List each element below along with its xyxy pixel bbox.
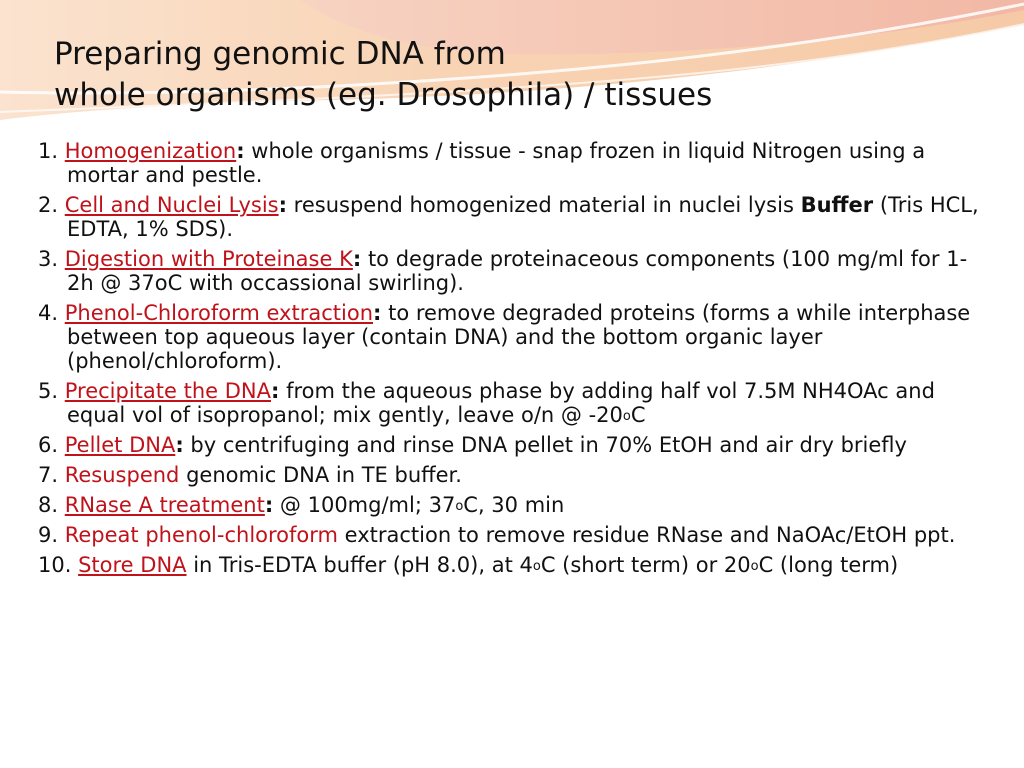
step-keyword-link[interactable]: Pellet DNA xyxy=(64,433,176,457)
step-separator: : xyxy=(236,139,245,163)
step-separator: : xyxy=(270,379,280,403)
step-text-continued: C xyxy=(630,403,646,427)
step-keyword: Resuspend xyxy=(64,463,180,487)
step-number: 9. xyxy=(38,523,59,547)
step-text: extraction to remove residue RNase and NaOAc/EtOH ppt. xyxy=(337,523,956,547)
step-8 xyxy=(38,493,988,517)
step-keyword-link[interactable]: Homogenization xyxy=(64,139,237,163)
protocol-steps-list xyxy=(38,139,988,583)
step-keyword-link[interactable]: Digestion with Proteinase K xyxy=(64,247,353,271)
step-separator: : xyxy=(175,433,184,457)
step-number: 2. xyxy=(38,193,59,217)
step-9 xyxy=(38,523,988,547)
degree-superscript-2: o xyxy=(750,559,759,574)
step-text: resuspend homogenized material in nuclei lysis xyxy=(287,193,801,217)
step-keyword: Repeat phenol-chloroform xyxy=(64,523,338,547)
step-text: by centrifuging and rinse DNA pellet in 70% EtOH and air dry briefly xyxy=(183,433,907,457)
step-10 xyxy=(38,553,988,577)
step-text: to remove degraded proteins (forms a while interphase between top aqueous layer (contain DNA) and the bottom organic layer (phenol/chloroform). xyxy=(67,301,971,373)
step-separator: : xyxy=(264,493,274,517)
step-text-continued: C (short term) or 20 xyxy=(540,553,751,577)
step-keyword-link[interactable]: RNase A treatment xyxy=(64,493,265,517)
step-1 xyxy=(38,139,988,187)
step-keyword-link[interactable]: Store DNA xyxy=(78,553,187,577)
step-keyword-link[interactable]: Cell and Nuclei Lysis xyxy=(64,193,279,217)
step-number: 3. xyxy=(38,247,59,271)
step-text: to degrade proteinaceous components (100 mg/ml for 1-2h @ 37oC with occassional swirling). xyxy=(67,247,968,295)
step-keyword-link[interactable]: Precipitate the DNA xyxy=(64,379,271,403)
step-number: 5. xyxy=(38,379,59,403)
step-number: 1. xyxy=(38,139,59,163)
degree-superscript: o xyxy=(622,409,631,424)
step-separator: : xyxy=(352,247,362,271)
step-text-continued: C, 30 min xyxy=(463,493,565,517)
step-4 xyxy=(38,301,988,373)
step-keyword-link[interactable]: Phenol-Chloroform extraction xyxy=(64,301,373,325)
step-bold-text: Buffer xyxy=(800,193,874,217)
step-text: in Tris-EDTA buffer (pH 8.0), at 4 xyxy=(186,553,533,577)
step-text-continued: (Tris HCL, EDTA, 1% SDS). xyxy=(67,193,979,241)
degree-superscript: o xyxy=(532,559,541,574)
slide-title-line-2: whole organisms (eg. Drosophila) / tissues xyxy=(54,77,713,113)
step-number: 6. xyxy=(38,433,59,457)
degree-superscript: o xyxy=(455,499,464,514)
step-number: 4. xyxy=(38,301,59,325)
step-5 xyxy=(38,379,988,427)
step-text: whole organisms / tissue - snap frozen in liquid Nitrogen using a mortar and pestle. xyxy=(67,139,926,187)
step-2 xyxy=(38,193,988,241)
slide-title xyxy=(54,34,954,116)
step-separator: : xyxy=(373,301,382,325)
step-3 xyxy=(38,247,988,295)
step-6 xyxy=(38,433,988,457)
slide-title-line-1: Preparing genomic DNA from xyxy=(54,36,506,72)
step-number: 7. xyxy=(38,463,59,487)
step-text: from the aqueous phase by adding half vol 7.5M NH4OAc and equal vol of isopropanol; mix gently, leave o/n @ -20 xyxy=(67,379,935,427)
step-separator: : xyxy=(278,193,287,217)
step-7 xyxy=(38,463,988,487)
step-number: 8. xyxy=(38,493,59,517)
step-text: genomic DNA in TE buffer. xyxy=(179,463,462,487)
step-text-end: C (long term) xyxy=(758,553,899,577)
step-text: @ 100mg/ml; 37 xyxy=(273,493,456,517)
step-number: 10. xyxy=(38,553,72,577)
